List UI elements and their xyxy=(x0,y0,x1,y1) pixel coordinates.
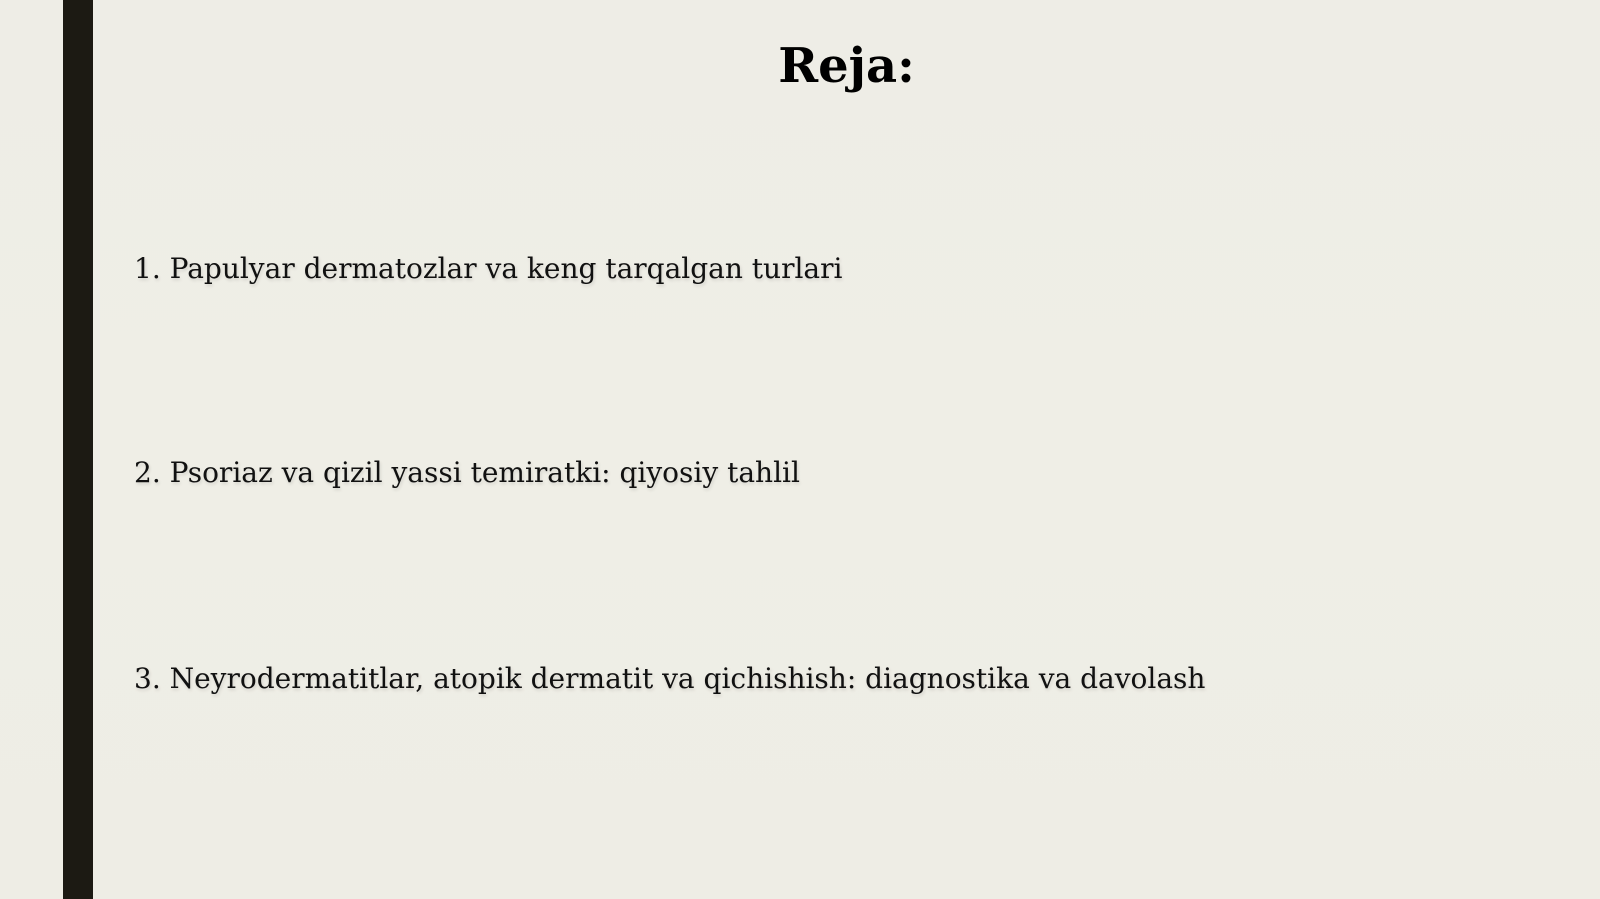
plan-item-1: 1. Papulyar dermatozlar va keng tarqalgan turlari xyxy=(134,252,843,285)
left-accent-bar xyxy=(63,0,93,899)
plan-item-3: 3. Neyrodermatitlar, atopik dermatit va qichishish: diagnostika va davolash xyxy=(134,662,1206,695)
slide-title: Reja: xyxy=(778,38,915,94)
plan-item-2: 2. Psoriaz va qizil yassi temiratki: qiyosiy tahlil xyxy=(134,456,800,489)
